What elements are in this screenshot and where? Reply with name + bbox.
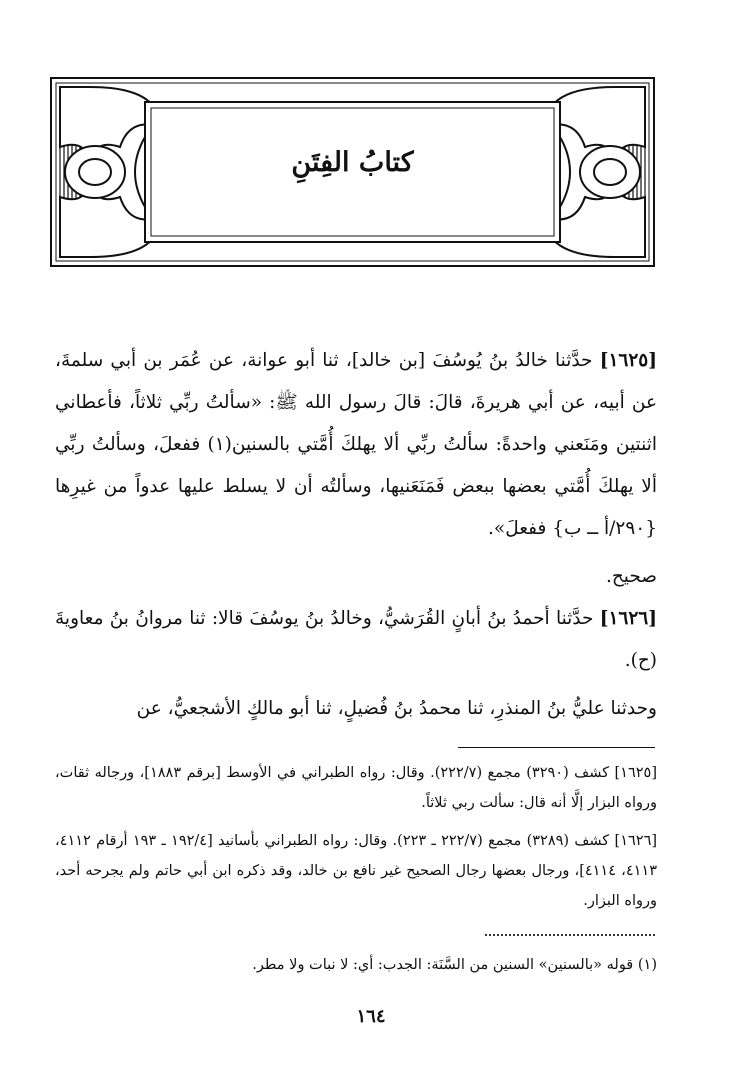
- hadith-number: [١٦٢٦]: [599, 608, 657, 629]
- footnote-label: (١): [637, 957, 657, 973]
- note-1625: [55, 758, 657, 818]
- footnote-divider: [485, 934, 655, 936]
- note-label: [١٦٢٦]: [614, 833, 658, 849]
- note-label: [١٦٢٥]: [614, 765, 657, 781]
- hadith-1626: [55, 598, 657, 682]
- note-1626: [55, 826, 657, 916]
- footnote: [55, 950, 657, 980]
- hadith-continuation: وحدثنا عليُّ بنُ المنذرِ، ثنا محمدُ بنُ فُضيلٍ، ثنا أبو مالكٍ الأشجعيُّ، عن: [136, 698, 657, 719]
- note-text: كشف (٣٢٩٠) مجمع (٢٢٢/٧). وقال: رواه الطبراني في الأوسط [برقم ١٨٨٣]، ورجاله ثقات، ورواه البزار إلَّا أنه قال: سألت ربي ثلاثاً.: [55, 765, 657, 811]
- book-title: كتابُ الفِتَنِ: [291, 147, 414, 178]
- hadith-text: حدَّثنا أحمدُ بنُ أبانٍ القُرَشيُّ، وخالدُ بنُ يوسُفَ قالا: ثنا مروانُ بنُ معاويةَ (ح).: [55, 608, 657, 671]
- notes-divider: [458, 747, 655, 748]
- page-number: ١٦٤: [356, 1006, 386, 1027]
- title-ornamental-frame: [50, 77, 655, 267]
- hadith-grade: صحيح.: [605, 566, 657, 587]
- hadith-text: حدَّثنا خالدُ بنُ يُوسُفَ [بن خالد]، ثنا أبو عوانة، عن عُمَر بن أبي سلمةَ، عن أبيه، عن أبي هريرةَ، قالَ: قالَ رسول الله ﷺ: «سألتُ ربِّي ثلاثاً، فأعطاني اثنتين ومَنَعني واحدةً: سألتُ ربِّي ألا يهلكَ أُمَّتي بالسنين(١) ففعلَ، وسألتُ ربِّي ألا يهلكَ أُمَّتي بعضها ببعض فَمَنَعَنيها، وسألتُه أن لا يسلط عليها عدواً من غيرِها {٢٩٠/أ ــ ب} ففعلَ».: [55, 350, 657, 539]
- footnote-text: قوله «بالسنين» السنين من السَّنَة: الجدب: أي: لا نبات ولا مطر.: [252, 957, 634, 973]
- hadith-1625: [55, 340, 657, 550]
- hadith-number: [١٦٢٥]: [599, 350, 657, 371]
- note-text: كشف (٣٢٨٩) مجمع (٢٢٢/٧ ـ ٢٢٣). وقال: رواه الطبراني بأسانيد [١٩٢/٤ ـ ١٩٣ أرقام ٤١١٢، ٤١١٣، ٤١١٤]، ورجال بعضها رجال الصحيح غير نافع بن خالد، وقد ذكره ابن أبي حاتم ولم يجرحه أحد، ورواه البزار.: [55, 833, 657, 909]
